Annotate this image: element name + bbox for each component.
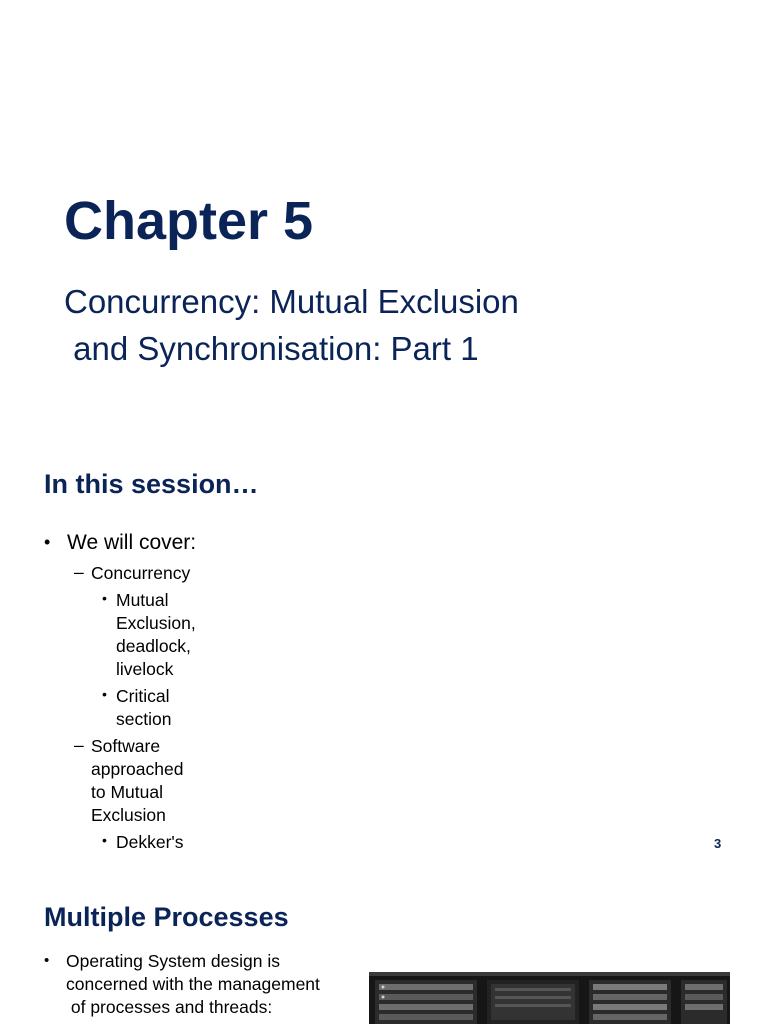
os-design-line-2: concerned with the management <box>66 974 320 994</box>
subsub-text-mutual-exclusion: Mutual Exclusion, deadlock, livelock <box>116 590 196 679</box>
bullet-os-design <box>44 950 354 1019</box>
session-content <box>44 530 294 864</box>
page-number: 3 <box>714 836 722 851</box>
server-rack-image <box>369 972 730 1024</box>
multiple-processes-title: Multiple Processes <box>44 902 289 932</box>
sub-item-concurrency: – Concurrency <box>74 562 201 585</box>
subtitle-line-1: Concurrency: Mutual Exclusion <box>64 283 519 320</box>
subsub-item-mutual-exclusion <box>102 589 198 681</box>
chapter-subtitle <box>64 278 519 372</box>
os-design-line-3: of processes and threads: <box>66 997 273 1017</box>
server-rack-graphic <box>369 972 730 1024</box>
chapter-title: Chapter 5 <box>64 191 314 251</box>
subtitle-line-2: and Synchronisation: Part 1 <box>64 330 479 367</box>
subsub-item-dekkers: • Dekker's <box>102 831 198 854</box>
subsub-item-critical-section: • Critical section <box>102 685 198 731</box>
session-title: In this session… <box>44 469 259 499</box>
bullet-we-will-cover: • We will cover: <box>44 530 294 556</box>
os-design-line-1: • Operating System design is <box>66 951 280 971</box>
sub-item-software-approaches: – Software approached to Mutual Exclusion <box>74 735 201 827</box>
